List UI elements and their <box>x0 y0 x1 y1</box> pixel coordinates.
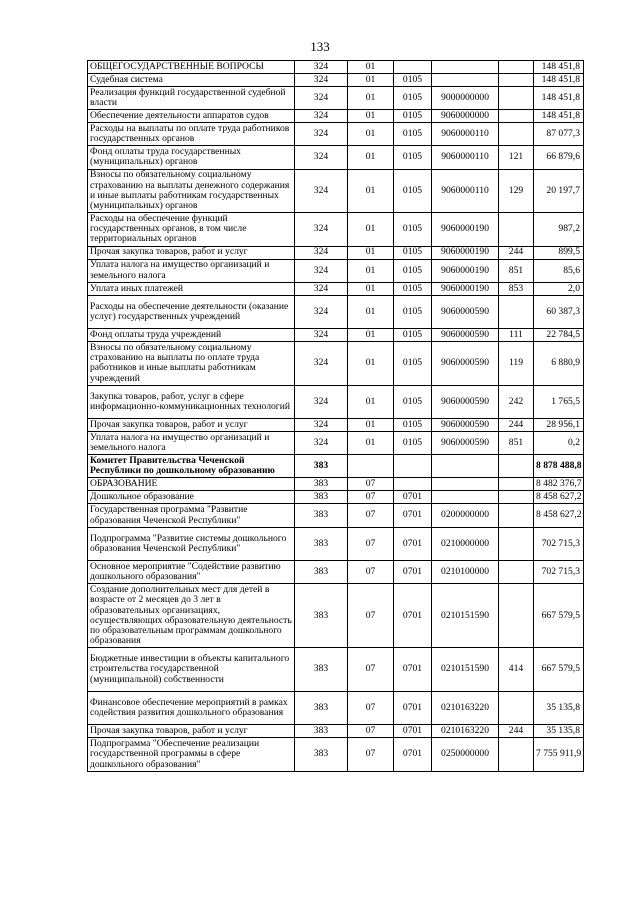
table-row <box>88 342 584 386</box>
row-section-code: 01 <box>348 123 394 146</box>
row-target-article: 9060000110 <box>432 123 499 146</box>
table-row <box>88 738 584 771</box>
table-row <box>88 146 584 169</box>
row-expense-type <box>499 87 534 110</box>
row-target-article <box>432 455 499 478</box>
row-section-code: 07 <box>348 491 394 504</box>
row-amount: 667 579,5 <box>534 584 584 648</box>
row-expense-type: 244 <box>499 419 534 432</box>
row-ved-code: 324 <box>295 169 348 213</box>
row-amount: 8 878 488,8 <box>534 455 584 478</box>
row-amount: 987,2 <box>534 213 584 246</box>
row-section-code: 01 <box>348 329 394 342</box>
row-subsection-code: 0701 <box>394 725 432 738</box>
row-ved-code: 383 <box>295 725 348 738</box>
row-subsection-code: 0105 <box>394 419 432 432</box>
row-name: Судебная система <box>88 74 295 87</box>
row-target-article: 0250000000 <box>432 738 499 771</box>
row-section-code: 01 <box>348 282 394 295</box>
row-amount: 35 135,8 <box>534 691 584 724</box>
row-target-article <box>432 74 499 87</box>
row-section-code: 01 <box>348 87 394 110</box>
row-amount: 8 482 376,7 <box>534 478 584 491</box>
row-section-code: 01 <box>348 61 394 74</box>
row-name: Закупка товаров, работ, услуг в сфере информационно-коммуникационных технологий <box>88 385 295 418</box>
row-target-article: 0210000000 <box>432 527 499 560</box>
row-amount: 66 879,6 <box>534 146 584 169</box>
row-name: Обеспечение деятельности аппаратов судов <box>88 110 295 123</box>
row-name: Прочая закупка товаров, работ и услуг <box>88 725 295 738</box>
row-ved-code: 383 <box>295 584 348 648</box>
row-ved-code: 324 <box>295 329 348 342</box>
row-amount: 35 135,8 <box>534 725 584 738</box>
row-subsection-code: 0701 <box>394 584 432 648</box>
row-expense-type: 851 <box>499 259 534 282</box>
row-amount: 667 579,5 <box>534 648 584 692</box>
row-target-article: 0210151590 <box>432 584 499 648</box>
row-subsection-code: 0701 <box>394 738 432 771</box>
row-subsection-code: 0105 <box>394 329 432 342</box>
row-subsection-code: 0701 <box>394 491 432 504</box>
row-target-article: 9060000110 <box>432 146 499 169</box>
row-ved-code: 383 <box>295 527 348 560</box>
row-name: ОБЩЕГОСУДАРСТВЕННЫЕ ВОПРОСЫ <box>88 61 295 74</box>
budget-table-body <box>88 61 584 772</box>
table-row <box>88 455 584 478</box>
row-section-code: 01 <box>348 259 394 282</box>
row-ved-code: 324 <box>295 146 348 169</box>
row-section-code: 07 <box>348 478 394 491</box>
table-row <box>88 329 584 342</box>
row-name: ОБРАЗОВАНИЕ <box>88 478 295 491</box>
table-row <box>88 74 584 87</box>
row-amount: 0,2 <box>534 432 584 455</box>
row-ved-code: 383 <box>295 691 348 724</box>
row-amount: 8 458 627,2 <box>534 504 584 527</box>
row-target-article: 9060000190 <box>432 246 499 259</box>
row-target-article: 9060000190 <box>432 259 499 282</box>
row-expense-type: 121 <box>499 146 534 169</box>
row-section-code: 01 <box>348 246 394 259</box>
row-section-code: 01 <box>348 213 394 246</box>
row-target-article: 9060000110 <box>432 169 499 213</box>
table-row <box>88 123 584 146</box>
row-section-code: 07 <box>348 561 394 584</box>
row-name: Государственная программа "Развитие образования Чеченской Республики" <box>88 504 295 527</box>
row-name: Прочая закупка товаров, работ и услуг <box>88 246 295 259</box>
row-amount: 22 784,5 <box>534 329 584 342</box>
row-expense-type: 244 <box>499 246 534 259</box>
row-expense-type <box>499 504 534 527</box>
row-name: Взносы по обязательному социальному страхованию на выплаты по оплате труда работников и иные выплаты работникам учреждений <box>88 342 295 386</box>
table-row <box>88 295 584 328</box>
row-ved-code: 383 <box>295 561 348 584</box>
row-amount: 148 451,8 <box>534 110 584 123</box>
row-target-article: 0210100000 <box>432 561 499 584</box>
row-expense-type: 119 <box>499 342 534 386</box>
table-row <box>88 561 584 584</box>
row-target-article: 0200000000 <box>432 504 499 527</box>
row-subsection-code <box>394 455 432 478</box>
row-section-code: 07 <box>348 527 394 560</box>
row-expense-type <box>499 61 534 74</box>
row-amount: 1 765,5 <box>534 385 584 418</box>
row-section-code: 01 <box>348 385 394 418</box>
row-target-article <box>432 478 499 491</box>
row-ved-code: 324 <box>295 282 348 295</box>
row-expense-type <box>499 74 534 87</box>
row-section-code: 07 <box>348 504 394 527</box>
row-ved-code: 324 <box>295 110 348 123</box>
row-name: Уплата налога на имущество организаций и земельного налога <box>88 259 295 282</box>
row-name: Взносы по обязательному социальному страхованию на выплаты денежного содержания и иные выплаты работникам государственных (муниципальных) органов <box>88 169 295 213</box>
row-section-code: 01 <box>348 432 394 455</box>
table-row <box>88 504 584 527</box>
row-subsection-code: 0105 <box>394 87 432 110</box>
row-amount: 148 451,8 <box>534 61 584 74</box>
row-expense-type <box>499 738 534 771</box>
row-target-article: 9060000590 <box>432 419 499 432</box>
row-subsection-code: 0105 <box>394 123 432 146</box>
row-ved-code: 324 <box>295 74 348 87</box>
row-ved-code: 324 <box>295 295 348 328</box>
row-name: Комитет Правительства Чеченской Республики по дошкольному образованию <box>88 455 295 478</box>
row-ved-code: 324 <box>295 87 348 110</box>
row-subsection-code: 0105 <box>394 213 432 246</box>
row-section-code: 01 <box>348 419 394 432</box>
row-ved-code: 324 <box>295 432 348 455</box>
row-name: Расходы на обеспечение функций государственных органов, в том числе территориальных органов <box>88 213 295 246</box>
row-expense-type: 244 <box>499 725 534 738</box>
row-expense-type <box>499 491 534 504</box>
row-amount: 702 715,3 <box>534 527 584 560</box>
row-ved-code: 324 <box>295 246 348 259</box>
row-section-code: 07 <box>348 584 394 648</box>
row-section-code: 07 <box>348 738 394 771</box>
table-row <box>88 259 584 282</box>
row-subsection-code: 0701 <box>394 504 432 527</box>
table-row <box>88 491 584 504</box>
row-ved-code: 324 <box>295 213 348 246</box>
row-expense-type <box>499 527 534 560</box>
row-ved-code: 324 <box>295 342 348 386</box>
row-expense-type: 242 <box>499 385 534 418</box>
row-ved-code: 324 <box>295 419 348 432</box>
budget-table <box>87 60 584 772</box>
row-target-article: 9060000590 <box>432 295 499 328</box>
row-name: Расходы на обеспечение деятельности (оказание услуг) государственных учреждений <box>88 295 295 328</box>
row-subsection-code <box>394 61 432 74</box>
row-expense-type: 853 <box>499 282 534 295</box>
row-name: Бюджетные инвестиции в объекты капитального строительства государственной (муниципальной) собственности <box>88 648 295 692</box>
row-expense-type <box>499 110 534 123</box>
row-name: Прочая закупка товаров, работ и услуг <box>88 419 295 432</box>
row-subsection-code: 0105 <box>394 432 432 455</box>
row-expense-type <box>499 691 534 724</box>
row-subsection-code: 0105 <box>394 295 432 328</box>
table-row <box>88 527 584 560</box>
table-row <box>88 419 584 432</box>
table-row <box>88 385 584 418</box>
row-amount: 85,6 <box>534 259 584 282</box>
row-section-code: 01 <box>348 295 394 328</box>
row-name: Создание дополнительных мест для детей в возрасте от 2 месяцев до 3 лет в образовательных организациях, осуществляющих образовательную деятельность по образовательным программам дошкольного образования <box>88 584 295 648</box>
row-expense-type <box>499 213 534 246</box>
row-expense-type <box>499 584 534 648</box>
row-name: Расходы на выплаты по оплате труда работников государственных органов <box>88 123 295 146</box>
row-section-code: 01 <box>348 342 394 386</box>
row-target-article: 9060000590 <box>432 385 499 418</box>
row-subsection-code: 0701 <box>394 527 432 560</box>
row-name: Уплата налога на имущество организаций и земельного налога <box>88 432 295 455</box>
row-section-code <box>348 455 394 478</box>
table-row <box>88 213 584 246</box>
row-amount: 702 715,3 <box>534 561 584 584</box>
row-subsection-code: 0701 <box>394 561 432 584</box>
row-ved-code: 324 <box>295 61 348 74</box>
row-target-article: 9000000000 <box>432 87 499 110</box>
table-row <box>88 691 584 724</box>
row-section-code: 07 <box>348 725 394 738</box>
row-name: Уплата иных платежей <box>88 282 295 295</box>
table-row <box>88 725 584 738</box>
row-expense-type: 111 <box>499 329 534 342</box>
row-ved-code: 324 <box>295 259 348 282</box>
row-name: Подпрограмма "Развитие системы дошкольного образования Чеченской Республики" <box>88 527 295 560</box>
row-expense-type <box>499 123 534 146</box>
row-section-code: 01 <box>348 110 394 123</box>
row-subsection-code: 0105 <box>394 246 432 259</box>
row-ved-code: 383 <box>295 504 348 527</box>
row-amount: 148 451,8 <box>534 87 584 110</box>
row-name: Финансовое обеспечение мероприятий в рамках содействия развития дошкольного образования <box>88 691 295 724</box>
row-subsection-code: 0105 <box>394 169 432 213</box>
row-subsection-code: 0105 <box>394 259 432 282</box>
table-row <box>88 584 584 648</box>
row-amount: 20 197,7 <box>534 169 584 213</box>
row-name: Дошкольное образование <box>88 491 295 504</box>
row-ved-code: 324 <box>295 123 348 146</box>
row-target-article <box>432 491 499 504</box>
row-section-code: 07 <box>348 648 394 692</box>
row-amount: 28 956,1 <box>534 419 584 432</box>
row-subsection-code: 0105 <box>394 282 432 295</box>
row-subsection-code: 0105 <box>394 74 432 87</box>
row-target-article: 9060000590 <box>432 432 499 455</box>
row-section-code: 01 <box>348 74 394 87</box>
row-subsection-code: 0105 <box>394 385 432 418</box>
row-subsection-code <box>394 478 432 491</box>
row-name: Реализация функций государственной судебной власти <box>88 87 295 110</box>
row-expense-type: 414 <box>499 648 534 692</box>
row-amount: 899,5 <box>534 246 584 259</box>
row-ved-code: 383 <box>295 648 348 692</box>
row-amount: 2,0 <box>534 282 584 295</box>
row-amount: 87 077,3 <box>534 123 584 146</box>
row-subsection-code: 0701 <box>394 691 432 724</box>
row-ved-code: 383 <box>295 455 348 478</box>
row-target-article: 0210151590 <box>432 648 499 692</box>
table-row <box>88 246 584 259</box>
row-target-article: 9060000590 <box>432 342 499 386</box>
row-ved-code: 383 <box>295 738 348 771</box>
row-expense-type <box>499 561 534 584</box>
page-number: 133 <box>310 39 330 54</box>
row-amount: 8 458 627,2 <box>534 491 584 504</box>
row-expense-type: 129 <box>499 169 534 213</box>
row-amount: 7 755 911,9 <box>534 738 584 771</box>
table-row <box>88 110 584 123</box>
table-row <box>88 282 584 295</box>
table-row <box>88 61 584 74</box>
row-expense-type <box>499 455 534 478</box>
row-name: Основное мероприятие "Содействие развитию дошкольного образования" <box>88 561 295 584</box>
table-row <box>88 478 584 491</box>
row-name: Фонд оплаты труда учреждений <box>88 329 295 342</box>
row-amount: 148 451,8 <box>534 74 584 87</box>
row-amount: 6 880,9 <box>534 342 584 386</box>
table-row <box>88 169 584 213</box>
row-subsection-code: 0105 <box>394 146 432 169</box>
row-ved-code: 383 <box>295 491 348 504</box>
row-target-article: 0210163220 <box>432 725 499 738</box>
table-row <box>88 432 584 455</box>
row-subsection-code: 0105 <box>394 110 432 123</box>
row-target-article: 9060000190 <box>432 213 499 246</box>
row-amount: 60 387,3 <box>534 295 584 328</box>
row-subsection-code: 0105 <box>394 342 432 386</box>
row-name: Подпрограмма "Обеспечение реализации государственной программы в сфере дошкольного образования" <box>88 738 295 771</box>
row-expense-type <box>499 478 534 491</box>
row-target-article: 9060000000 <box>432 110 499 123</box>
table-row <box>88 648 584 692</box>
row-ved-code: 383 <box>295 478 348 491</box>
row-subsection-code: 0701 <box>394 648 432 692</box>
row-ved-code: 324 <box>295 385 348 418</box>
row-target-article <box>432 61 499 74</box>
row-expense-type <box>499 295 534 328</box>
row-target-article: 0210163220 <box>432 691 499 724</box>
row-section-code: 01 <box>348 169 394 213</box>
row-section-code: 07 <box>348 691 394 724</box>
row-name: Фонд оплаты труда государственных (муниципальных) органов <box>88 146 295 169</box>
row-section-code: 01 <box>348 146 394 169</box>
table-row <box>88 87 584 110</box>
row-target-article: 9060000590 <box>432 329 499 342</box>
row-expense-type: 851 <box>499 432 534 455</box>
row-target-article: 9060000190 <box>432 282 499 295</box>
